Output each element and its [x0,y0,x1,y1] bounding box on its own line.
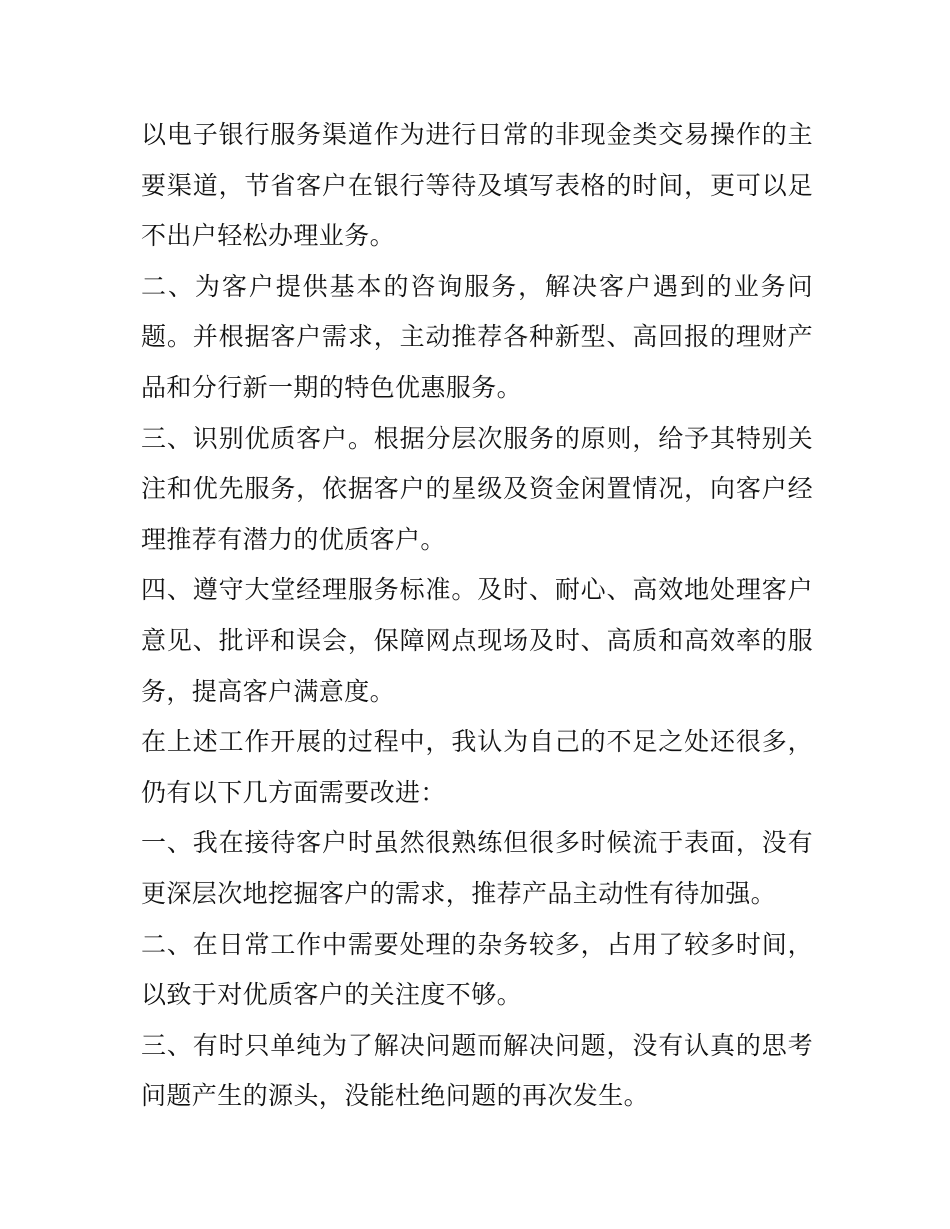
paragraph-transition: 在上述工作开展的过程中，我认为自己的不足之处还很多，仍有以下几方面需要改进： [141,727,813,807]
document-body [141,110,813,1122]
paragraph-improvement-1: 一、我在接待客户时虽然很熟练但很多时候流于表面，没有更深层次地挖掘客户的需求，推荐产品主动性有待加强。 [141,828,813,908]
paragraph-item-2: 二、为客户提供基本的咨询服务，解决客户遇到的业务问题。并根据客户需求，主动推荐各种新型、高回报的理财产品和分行新一期的特色优惠服务。 [141,271,813,402]
paragraph-item-3: 三、识别优质客户。根据分层次服务的原则，给予其特别关注和优先服务，依据客户的星级及资金闲置情况，向客户经理推荐有潜力的优质客户。 [141,423,813,554]
paragraph-improvement-2: 二、在日常工作中需要处理的杂务较多，占用了较多时间，以致于对优质客户的关注度不够。 [141,929,813,1010]
paragraph-improvement-3: 三、有时只单纯为了解决问题而解决问题，没有认真的思考问题产生的源头，没能杜绝问题的再次发生。 [141,1030,813,1111]
paragraph-intro: 以电子银行服务渠道作为进行日常的非现金类交易操作的主要渠道，节省客户在银行等待及填写表格的时间，更可以足不出户轻松办理业务。 [141,120,813,251]
paragraph-item-4: 四、遵守大堂经理服务标准。及时、耐心、高效地处理客户意见、批评和误会，保障网点现场及时、高质和高效率的服务，提高客户满意度。 [141,575,813,706]
